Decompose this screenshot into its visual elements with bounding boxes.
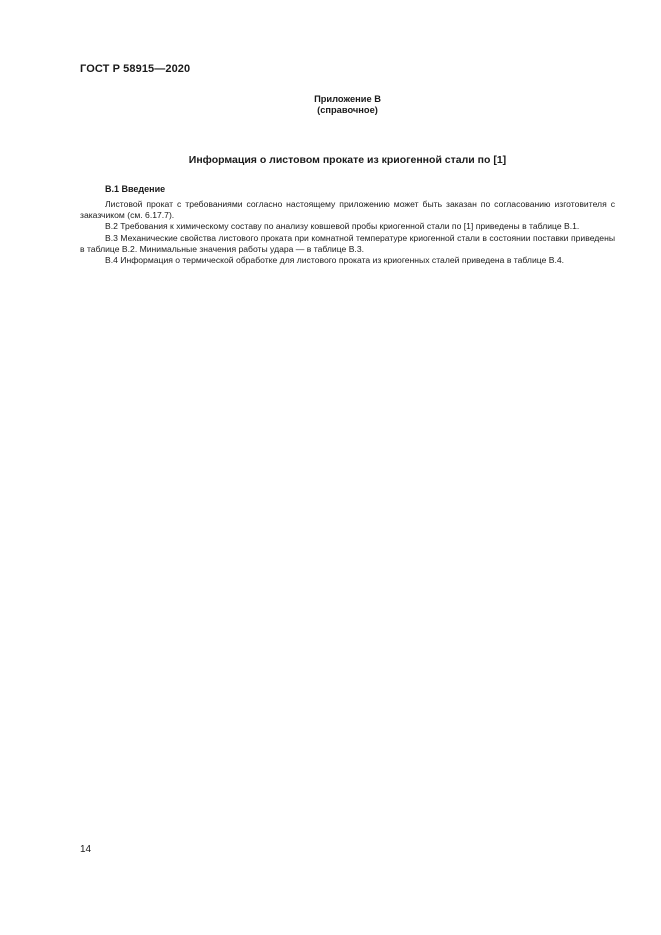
paragraph: Листовой прокат с требованиями согласно настоящему приложению может быть заказан по согласованию изготовителя с заказчиком (см. 6.17.7). [80, 199, 615, 221]
section-heading: В.1 Введение [105, 184, 166, 194]
paragraph: В.2 Требования к химическому составу по анализу ковшевой пробы криогенной стали по [1] приведены в таблице В.1. [105, 221, 580, 232]
appendix-header [80, 94, 615, 116]
appendix-type: (справочное) [317, 105, 378, 115]
page-number: 14 [80, 844, 92, 855]
page-title: Информация о листовом прокате из криогенной стали по [1] [188, 154, 507, 166]
paragraph: В.3 Механические свойства листового проката при комнатной температуре криогенной стали в состоянии поставки приведены в таблице В.2. Минимальные значения работы удара — в таблице В.3. [80, 232, 615, 254]
document-code: ГОСТ Р 58915—2020 [80, 63, 191, 75]
paragraph: В.4 Информация о термической обработке для листового проката из криогенных сталей приведена в таблице В.4. [105, 255, 565, 266]
body-text [80, 199, 615, 266]
appendix-label: Приложение В [314, 94, 381, 104]
